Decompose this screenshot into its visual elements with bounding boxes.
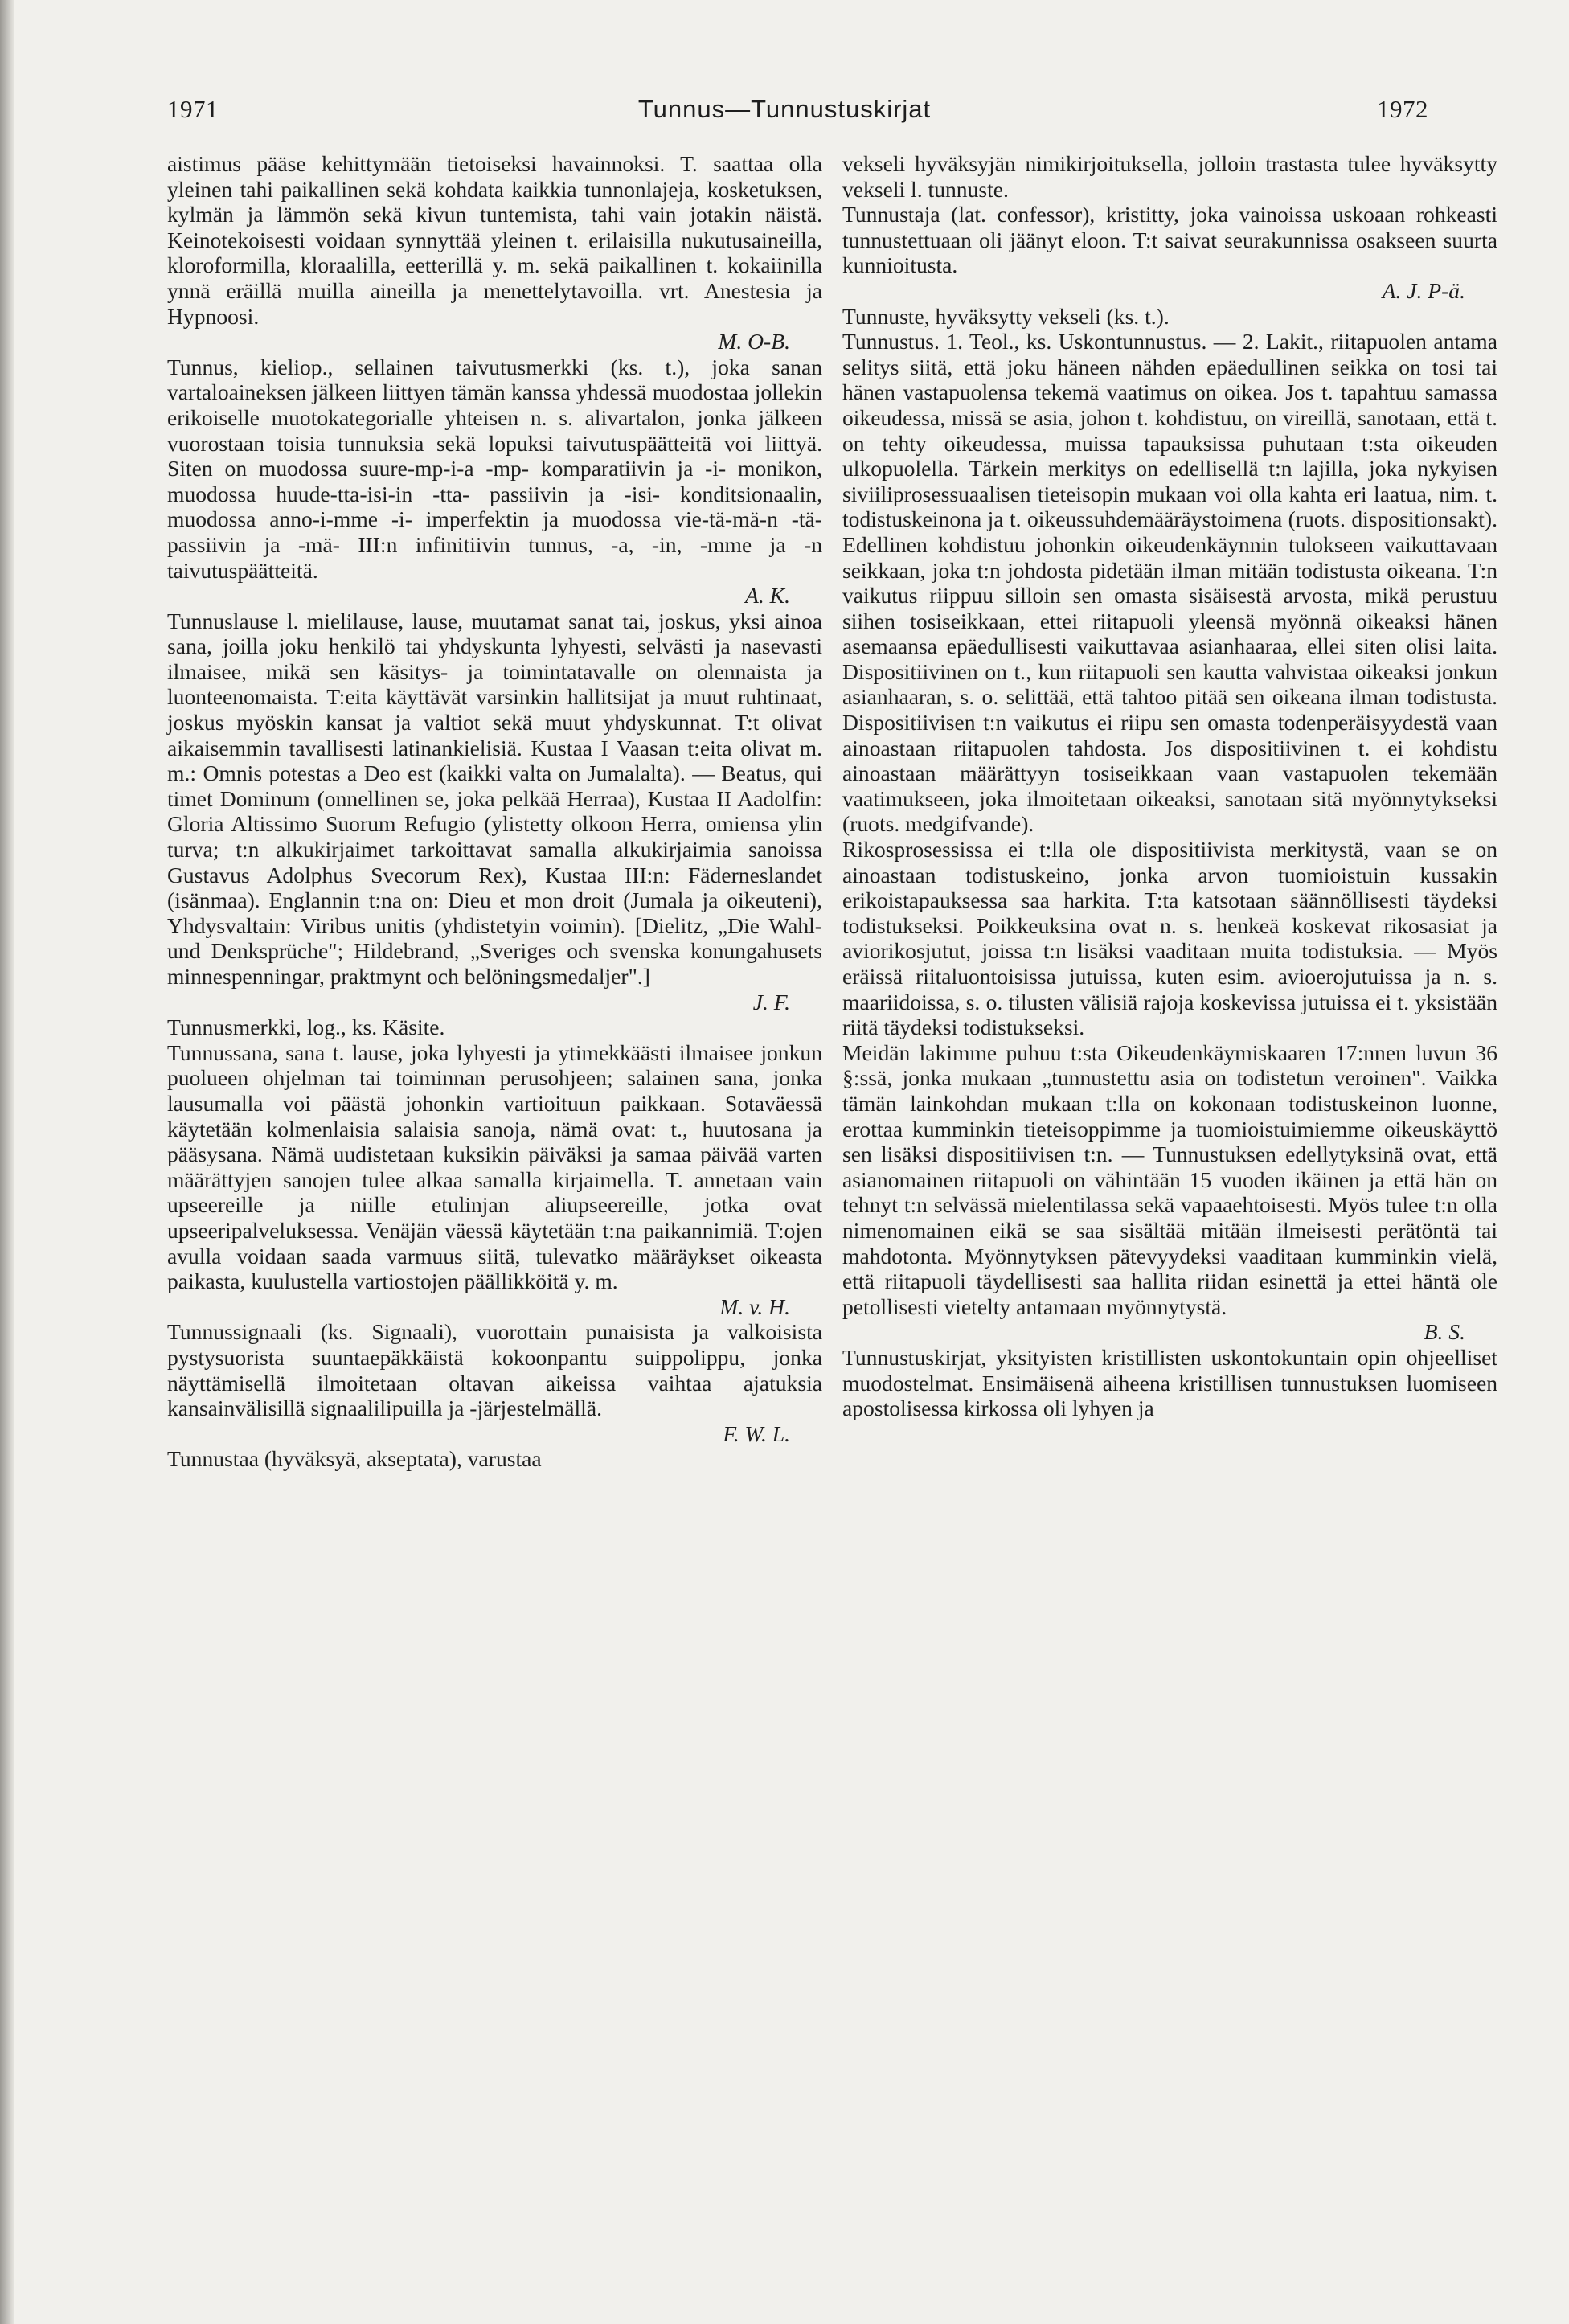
entry-tunnustaa-continued: vekseli hyväksyjän nimikirjoituksella, jolloin trastasta tulee hyväksytty vekseli l. tunnuste. bbox=[842, 151, 1497, 202]
signature: J. F. bbox=[752, 989, 790, 1014]
entry-tunnustus: Tunnustus. 1. Teol., ks. Uskontunnustus. — 2. Lakit., riitapuolen antama selitys siitä, että joku häneen nähden epäedullinen seikka on tosi tai hänen vastapuolensa tekemä vaatimus on oikea. Jos t. tapahtuu samassa oikeudessa, missä se asia, johon t. kohdistuu, on vireillä, sanotaan, että t. on tehty oikeudessa, muissa tapauksissa puhutaan t:sta oikeuden ulkopuolella. Tärkein merkitys on edellisellä t:n lajilla, joka nykyisen siviiliprosessuaalisen tieteisopin mukaan voi olla kahta eri laatua, nim. t. todistuskeinona ja t. oikeussuhdemääräystoimena (ruots. dispositionsakt). Edellinen kohdistuu johonkin oikeudenkäynnin tulokseen vaikuttavaan seikkaan, joka t:n johdosta pidetään ilman mitään todistusta oikeana. T:n vaikutus riippuu silloin sen omasta sisäisestä arvosta, mikä perustuu siihen tosiseikkaan, ettei riitapuoli yleensä myönnä oikeaksi hänen asemaansa epäedullisesti vaikuttavaa asianhaaraa, ellei siten olisi laita. Dispositiivinen on t., kun riitapuoli sen kautta vahvistaa oikeaksi jonkun asianhaaran, s. o. selittää, että tahtoo pitää sen oikeana ilman todistusta. Dispositiivisen t:n vaikutus ei riipu sen omasta todenperäisyydestä vaan ainoastaan riitapuolen tahdosta. Jos dispositiivinen t. ei kohdistu ainoastaan määrättyyn tosiseikkaan vaan vastapuolen tekemään vaatimukseen, joka ilmoitetaan oikeaksi, sanotaan sitä myönnytykseksi (ruots. medgifvande). bbox=[842, 329, 1497, 837]
entry-tunnusmerkki: Tunnusmerkki, log., ks. Käsite. bbox=[167, 1014, 445, 1040]
running-title: Tunnus—Tunnustuskirjat bbox=[637, 95, 932, 123]
entry-tunnustuskirjat: Tunnustuskirjat, yksityisten kristillisten uskontokuntain opin ohjeelliset muodostelmat. Ensimäisenä aiheena kristillisen tunnustuksen luomiseen apostolisessa kirkossa oli lyhyen ja bbox=[842, 1344, 1497, 1421]
signature: B. S. bbox=[1424, 1319, 1465, 1345]
entry-tunnussignaali: Tunnussignaali (ks. Signaali), vuorottain punaisista ja valkoisista pystysuorista suuntaepäkkäistä kokoonpantu suippolippu, jonka näyttämisellä ilmoitetaan oltavan aikeissa vaihtaa ajatuksia kansainvälisillä signaalilipuilla ja -järjestelmällä. bbox=[167, 1319, 822, 1421]
right-column bbox=[842, 151, 1497, 1421]
entry-tunnustaja: Tunnustaja (lat. confessor), kristitty, joka vainoissa uskoaan rohkeasti tunnustettuaan oli jäänyt eloon. T:t saivat seurakunnissa osakseen suurta kunnioitusta. bbox=[842, 202, 1497, 278]
entry-tunnustus-laki: Meidän lakimme puhuu t:sta Oikeudenkäymiskaaren 17:nnen luvun 36 §:ssä, jonka mukaan „tunnustettu asia on todistetun veroinen". Vaikka tämän lainkohdan mukaan t:lla on kokonaan todistuskeinon luonne, erottaa kumminkin tieteisoppimme ja tuomioistuimiemme oikeuskäyttö sen lisäksi dispositiivisen t:n. — Tunnustuksen edellytyksinä ovat, että asianomainen riitapuoli on vähintään 15 vuoden ikäinen ja että hän on tehnyt t:n selvässä mielentilassa sekä vapaaehtoisesti. Myös tulee t:n olla nimenomainen eikä se saa sisältää mitään ilmeisesti perätöntä tai mahdotonta. Myönnytyksen pätevyydeksi vaaditaan kumminkin vielä, että riitapuoli täydellisesti saa hallita riidan esinettä ja ettei häntä ole petollisesti vietelty antamaan myönnytystä. bbox=[842, 1039, 1497, 1319]
entry-tunnustaa: Tunnustaa (hyväksyä, akseptata), varustaa bbox=[167, 1446, 542, 1472]
page-number-left: 1971 bbox=[167, 95, 219, 123]
signature: A. J. P-ä. bbox=[1382, 277, 1465, 303]
signature: A. K. bbox=[745, 583, 790, 609]
entry-tunnussana: Tunnussana, sana t. lause, joka lyhyesti ja ytimekkäästi ilmaisee jonkun puolueen ohjelman tai toiminnan perusohjeen; salainen sana, jonka lausumalla voi päästä johonkin vartioituun paikkaan. Sotaväessä käytetään kolmenlaisia salaisia sanoja, nämä ovat: t., huutosana ja pääsysana. Nämä uudistetaan kuksikin päiväksi ja samaa päivää varten määrättyjen sanojen tulee alkaa samalla kirjaimella. T. annetaan vain upseereille ja niille etulinjan aliupseereille, jotka ovat upseeripalveluksessa. Venäjän väessä käytetään t:na paikannimiä. T:ojen avulla voidaan saada varmuus siitä, tulevatko määräykset oikeasta paikasta, kuulustella vartiostojen päällikköitä y. m. bbox=[167, 1039, 822, 1294]
entry-tunnuste: Tunnuste, hyväksytty vekseli (ks. t.). bbox=[842, 303, 1170, 329]
signature: M. O-B. bbox=[718, 329, 790, 355]
page-number-right: 1972 bbox=[1377, 95, 1428, 123]
signature: M. v. H. bbox=[719, 1293, 790, 1319]
page-binding-edge bbox=[0, 0, 14, 2324]
entry-tunto-continued: aistimus pääse kehittymään tietoiseksi havainnoksi. T. saattaa olla yleinen tahi paikallinen sekä kohdata kaikkia tunnonlajeja, kosketuksen, kylmän ja lämmön sekä kivun tuntemista, tahi vain jotakin näistä. Keinotekoisesti voidaan synnyttää yleinen t. erilaisilla nukutusaineilla, kloroformilla, kloraalilla, eetterillä y. m. sekä paikallinen t. kokaiinilla ynnä eräillä muilla aineilla ja menettelytavoilla. vrt. Anestesia ja Hypnoosi. bbox=[167, 151, 822, 329]
entry-tunnuslause: Tunnuslause l. mielilause, lause, muutamat sanat tai, joskus, yksi ainoa sana, joilla joku henkilö tai yhdyskunta lyhyesti, selvästi ja nasevasti ilmaisee, mikä sen käsitys- ja toimintatavalle on olennaista ja luonteenomaista. T:eita käyttävät varsinkin hallitsijat ja muut ruhtinaat, joskus myöskin kansat ja valtiot sekä muut yhdyskunnat. T:t olivat aikaisemmin tavallisesti latinankielisiä. Kustaa I Vaasan t:eita olivat m. m.: Omnis potestas a Deo est (kaikki valta on Jumalalta). — Beatus, qui timet Dominum (onnellinen se, joka pelkää Herraa), Kustaa II Aadolfin: Gloria Altissimo Suorum Refugio (ylistetty olkoon Herra, omiensa ylin turva; t:n alkukirjaimet tarkoittavat samalla alkukirjaimia sanoissa Gustavus Adolphus Svecorum Rex), Kustaa III:n: Fäderneslandet (isänmaa). Englannin t:na on: Dieu et mon droit (Jumala ja oikeuteni), Yhdysvaltain: Viribus unitis (yhdistetyin voimin). [Dielitz, „Die Wahl- und Denksprüche"; Hildebrand, „Sveriges och svenska konungahusets minnespenningar, praktmynt och belöningsmedaljer".] bbox=[167, 608, 822, 989]
entry-tunnus: Tunnus, kieliop., sellainen taivutusmerkki (ks. t.), joka sanan vartaloaineksen jälkeen liittyen tämän kanssa yhdessä muodostaa jollekin erikoiselle muotokategorialle yhteisen n. s. alivartalon, jonka jälkeen vuorostaan toisia tunnuksia sekä lopuksi taivutuspäätteitä voi liittyä. Siten on muodossa suure-mp-i-a -mp- komparatiivin ja -i- monikon, muodossa huude-tta-isi-in -tta- passiivin ja -isi- konditsionaalin, muodossa anno-i-mme -i- imperfektin ja muodossa vie-tä-mä-n -tä- passiivin ja -mä- III:n infinitiivin tunnus, -a, -in, -mme ja -n taivutuspäätteitä. bbox=[167, 354, 822, 583]
left-column bbox=[167, 151, 822, 1472]
signature: F. W. L. bbox=[723, 1420, 790, 1446]
entry-tunnustus-rikosprosessi: Rikosprosessissa ei t:lla ole dispositiivista merkitystä, vaan se on ainoastaan todistuskeino, jonka arvon tuomioistuin kussakin erikoistapauksessa saa harkita. T:ta katsotaan säännöllisesti täydeksi todistukseksi. Poikkeuksina ovat n. s. henkeä koskevat rikosasiat ja aviorikosjutut, joissa t:n lisäksi vaaditaan muita todistuksia. — Myös eräissä riitaluontoisissa jutuissa, kuten esim. avioerojutuissa ja n. s. maariidoissa, s. o. tilusten välisiä rajoja koskevissa jutuissa ei t. yksistään riitä täydeksi todistukseksi. bbox=[842, 837, 1497, 1040]
